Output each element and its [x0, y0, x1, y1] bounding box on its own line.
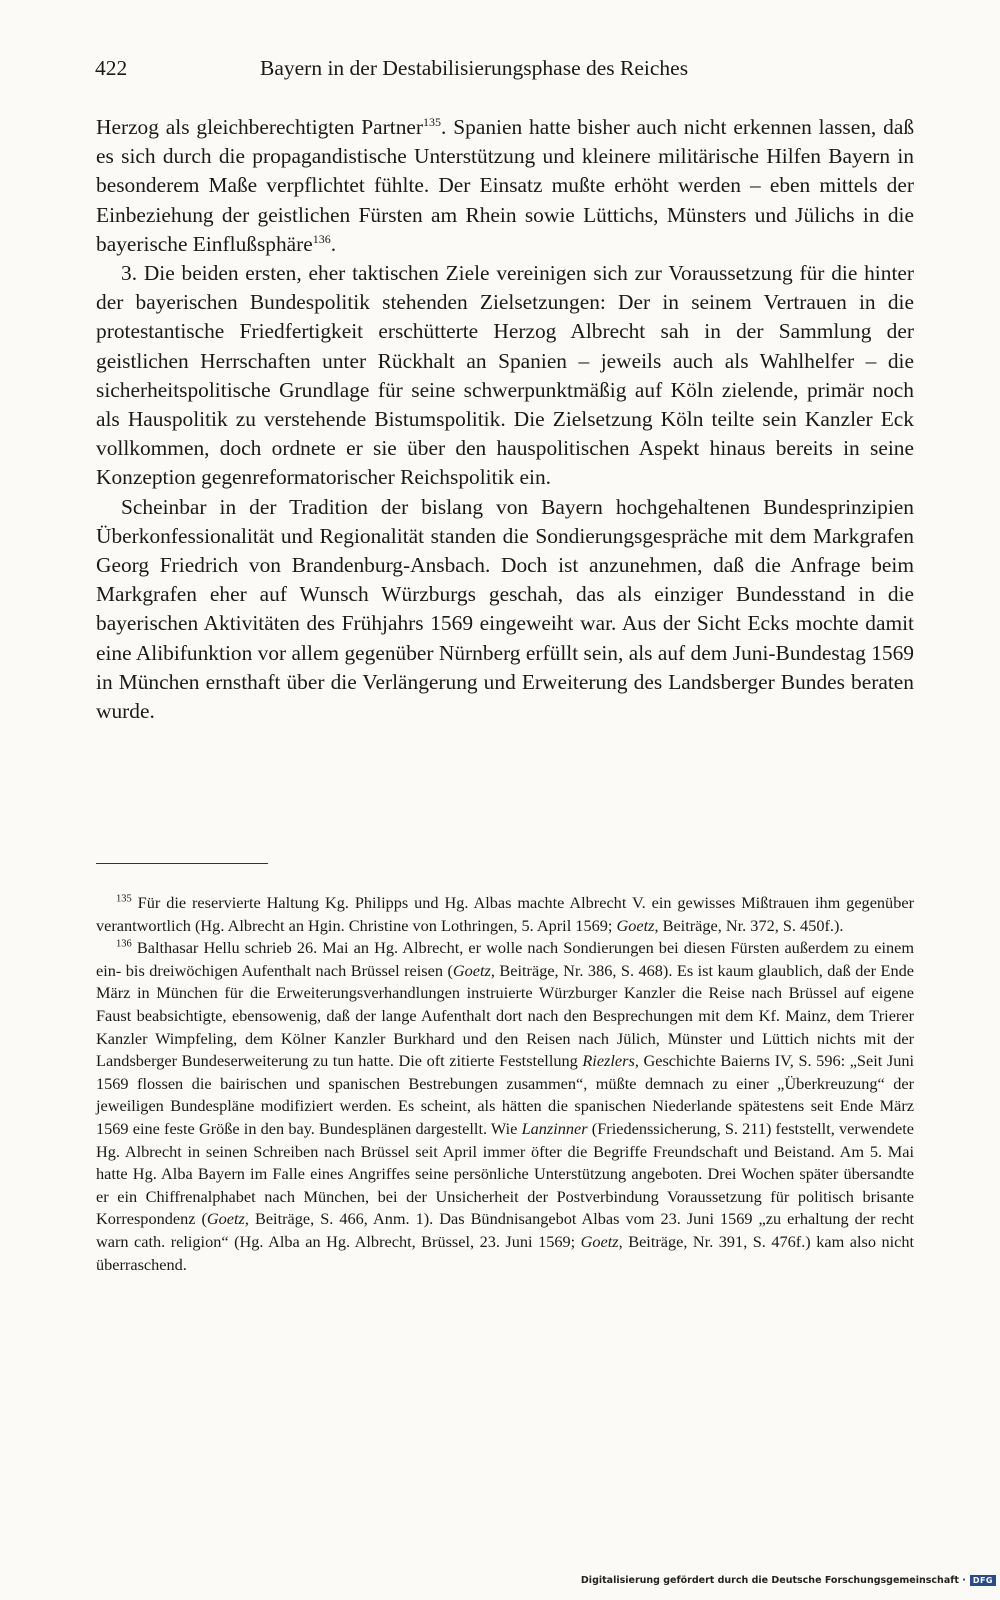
digitization-credit: [581, 1575, 996, 1586]
footnote-text: Für die reservierte Haltung Kg. Philipps und Hg. Albas machte Albrecht V. ein gewisses Mißtrauen ihm gegenüber verantwortlich (Hg. Albrecht an Hgin. Christine von Lothringen, 5. April 1569;: [96, 893, 914, 935]
paragraph-1-text-b: . Spanien hatte bisher auch nicht erkennen lassen, daß es sich durch die propagandistische Unterstützung und kleinere militärische Hilfen Bayern in besonderem Maße verpflichtet fühlte. Der Einsatz mußte erhöht werden – eben mittels der Einbeziehung der geistlichen Fürsten am Rhein sowie Lüttichs, Münsters und Jülichs in die bayerische Einflußsphäre: [96, 115, 915, 256]
main-text: [96, 113, 914, 726]
paragraph-1: [96, 113, 914, 259]
footnote-136: [96, 937, 914, 1276]
footnote-135: [96, 892, 914, 937]
footnote-number: 135: [116, 893, 132, 905]
footnotes: [96, 892, 914, 1276]
paragraph-1-text-c: .: [330, 231, 337, 256]
footnote-ref-135: 135: [423, 114, 442, 129]
author-citation: Goetz: [452, 960, 491, 980]
footnote-text: , Beiträge, Nr. 386, S. 468). Es ist kaum glaublich, daß der Ende März in München für die Erweiterungsverhandlungen instruierte Würzburger Kanzler die Reise nach Brüssel auf eigene Faust beabsichtigte, ebensowenig, daß der lange Aufenthalt dort nach den Besprechungen mit dem Kf. Mainz, dem Trierer Kanzler Wimpfeling, dem Kölner Kanzler Burkhard und den Reisen nach Jülich, Münster und Lüttich nichts mit der Landsberger Bundeserweiterung zu tun hatte. Die oft zitierte Feststellung: [96, 960, 915, 1071]
author-citation: Riezlers: [582, 1051, 635, 1071]
author-citation: Goetz: [580, 1231, 619, 1251]
footnote-text: Balthasar Hellu schrieb 26. Mai an Hg. Albrecht, er wolle nach Sondierungen bei diesen Fürsten außerdem zu einem ein- bis dreiwöchigen Aufenthalt nach Brüssel reisen (: [96, 938, 914, 980]
credit-text: Digitalisierung gefördert durch die Deutsche Forschungsgemeinschaft ·: [580, 1575, 966, 1586]
paragraph-3: Scheinbar in der Tradition der bislang von Bayern hochgehaltenen Bundesprinzipien Überkonfessionalität und Regionalität standen die Sondierungsgespräche mit dem Markgrafen Georg Friedrich von Brandenburg-Ansbach. Doch ist anzunehmen, daß die Anfrage beim Markgrafen eher auf Wunsch Würzburgs geschah, das als einziger Bundesstand in die bayerischen Aktivitäten des Frühjahrs 1569 eingeweiht war. Aus der Sicht Ecks mochte damit eine Alibifunktion vor allem gegenüber Nürnberg erfüllt sein, als auf dem Juni-Bundestag 1569 in München ernsthaft über die Verlängerung und Erweiterung des Landsberger Bundes beraten wurde.: [96, 494, 914, 724]
author-citation: Goetz: [616, 915, 655, 935]
footnote-text: , Geschichte Baierns IV, S. 596: „Seit Juni 1569 flossen die bairischen und spanischen Bestrebungen zusammen“, müßte demnach zu einer „Überkreuzung“ der jeweiligen Bundespläne modifiziert werden. Es scheint, als hätten die spanischen Niederlande spätestens seit Ende März 1569 eine feste Größe in den bay. Bundesplänen dargestellt. Wie: [96, 1051, 914, 1138]
footnote-text: (Friedenssicherung, S. 211) feststellt, verwendete Hg. Albrecht in seinen Schreiben nach Brüssel seit April immer öfter die Begriffe Freundschaft und Beistand. Am 5. Mai hatte Hg. Alba Bayern im Falle eines Angriffes seine persönliche Unterstützung angeboten. Drei Wochen später übersandte er ein Chiffrenalphabet nach München, bei der Unsicherheit der Postverbindung Voraussetzung für politisch brisante Korrespondenz (: [96, 1118, 915, 1229]
footnote-text: , Beiträge, Nr. 391, S. 476f.) kam also nicht überraschend.: [96, 1231, 915, 1274]
author-citation: Lanzinner: [521, 1118, 588, 1138]
footnote-ref-136: 136: [312, 231, 331, 246]
dfg-logo: DFG: [970, 1575, 996, 1586]
footnote-divider: [96, 863, 268, 864]
footnote-text: , Beiträge, S. 466, Anm. 1). Das Bündnisangebot Albas vom 23. Juni 1569 „zu erhaltung der recht warn cath. religion“ (Hg. Alba an Hg. Albrecht, Brüssel, 23. Juni 1569;: [96, 1209, 915, 1251]
paragraph-2: 3. Die beiden ersten, eher taktischen Ziele vereinigen sich zur Voraussetzung für die hinter der bayerischen Bundespolitik stehenden Zielsetzungen: Der in seinem Vertrauen in die protestantische Friedfertigkeit erschütterte Herzog Albrecht sah in der Sammlung der geistlichen Herrschaften unter Rückhalt an Spanien – jeweils auch als Wahlhelfer – die sicherheitspolitische Grundlage für seine schwerpunktmäßig auf Köln zielende, primär noch als Hauspolitik zu verstehende Bistumspolitik. Die Zielsetzung Köln teilte sein Kanzler Eck vollkommen, doch ordnete er sie über den hauspolitischen Aspekt hinaus bereits in seine Konzeption gegenreformatorischer Reichspolitik ein.: [96, 261, 914, 490]
footnote-number: 136: [116, 938, 132, 950]
running-title: Bayern in der Destabilisierungsphase des Reiches: [260, 56, 689, 80]
author-citation: Goetz: [206, 1209, 245, 1229]
footnote-text: , Beiträge, Nr. 372, S. 450f.).: [654, 915, 844, 935]
page-number: 422: [95, 56, 128, 80]
paragraph-1-text-a: Herzog als gleichberechtigten Partner: [96, 115, 424, 139]
